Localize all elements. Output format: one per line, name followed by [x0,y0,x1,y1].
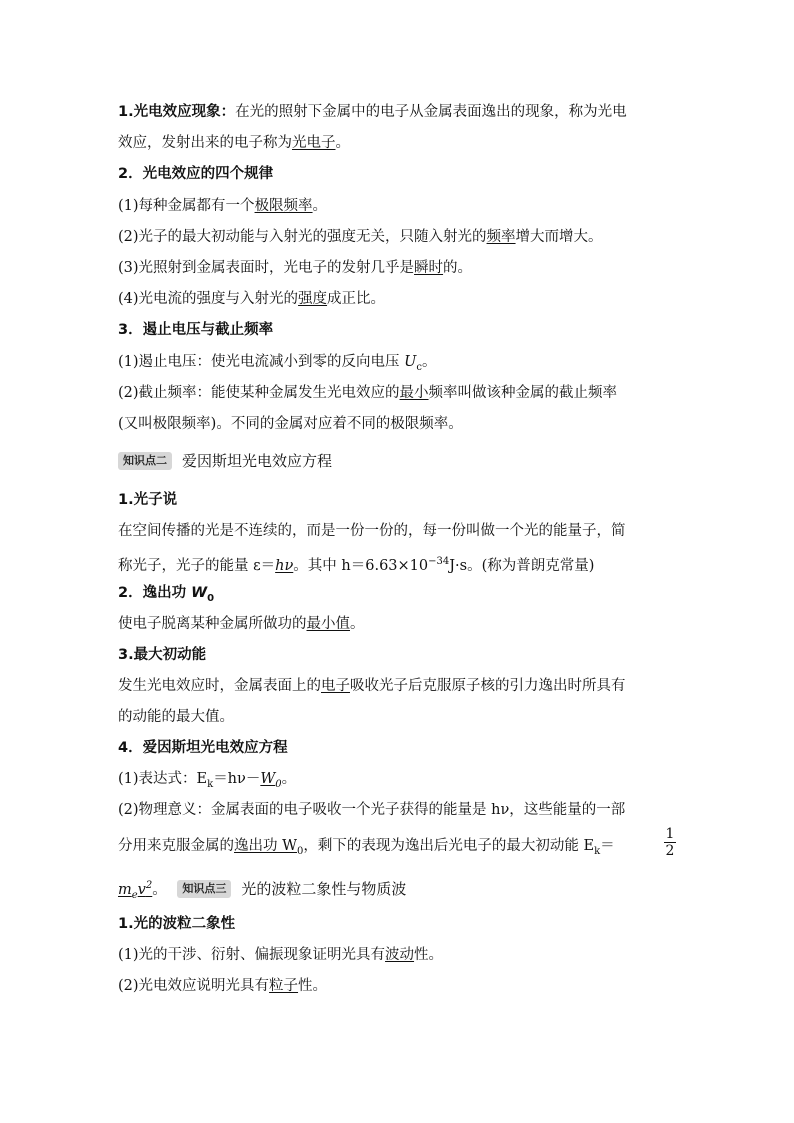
answer-underline: 电子 [321,678,350,694]
photon-theory-text-cont: 称光子，光子的能量 ε＝hν。其中 $h=6.63\times 10^{-34}J\cdot s$。(称为普朗克常量) [118,556,595,574]
answer-underline: 最小值 [306,616,350,632]
wave-particle-heading: 1.光的波粒二象性 [118,916,236,932]
wave-particle-item-2: (2)光电效应说明光具有粒子性。 [118,978,328,994]
law-item-3: (3)光照射到金属表面时，光电子的发射几乎是瞬时的。 [118,260,473,276]
einstein-equation-heading: 4．爱因斯坦光电效应方程 [118,740,288,756]
answer-underline: 波动 [385,947,415,963]
answer-underline: 强度 [298,291,328,307]
law-item-4: (4)光电流的强度与入射光的强度成正比。 [118,291,386,307]
max-kinetic-energy-text: 发生光电效应时，金属表面上的电子吸收光子后克服原子核的引力逸出时所具有 [118,678,626,694]
max-kinetic-energy-text-cont: 的动能的最大值。 [118,709,234,725]
equation-meaning-cont: 分用来克服金属的逸出功 $W_0$，剩下的表现为逸出后光电子的最大初动能 $E_k=$ [118,838,615,857]
knowledge-point-2-heading: 知识点二 爱因斯坦光电效应方程 [118,451,332,472]
answer-underline: 逸出功 $W_0$ [234,838,304,857]
answer-underline: $W_0$ [260,771,282,790]
section-heading-stopping-voltage: 3．遏止电压与截止频率 [118,322,274,338]
cutoff-frequency-item-cont: (又叫极限频率)。不同的金属对应着不同的极限频率。 [118,416,463,432]
photon-theory-text: 在空间传播的光是不连续的，而是一份一份的，每一份叫做一个光的能量子，简 [118,523,626,539]
answer-underline: 瞬时 [414,260,444,276]
answer-underline: 光电子 [292,135,336,151]
equation-expression: (1)表达式：$E_k=h\nu-W_0$。 [118,771,297,790]
answer-underline: 频率 [486,229,516,245]
photon-theory-heading: 1.光子说 [118,492,178,508]
paragraph-photoelectric-phenomenon-cont: 效应，发射出来的电子称为光电子。 [118,135,350,151]
knowledge-point-tag: 知识点三 [177,880,231,898]
law-item-1: (1)每种金属都有一个极限频率。 [118,198,328,214]
answer-underline: 极限频率 [254,198,313,214]
stopping-voltage-item: (1)遏止电压：使光电流减小到零的反向电压 $U_c$。 [118,354,437,373]
answer-underline: 粒子 [269,978,299,994]
section-heading-four-laws: 2．光电效应的四个规律 [118,166,274,182]
paragraph-photoelectric-phenomenon: 1.光电效应现象：在光的照射下金属中的电子从金属表面逸出的现象，称为光电 [118,104,627,120]
law-item-2: (2)光子的最大初动能与入射光的强度无关，只随入射光的频率增大而增大。 [118,229,603,245]
equation-meaning-end-and-kp3: $m_ev^2$。 知识点三 光的波粒二象性与物质波 [118,879,407,901]
work-function-text: 使电子脱离某种金属所做功的最小值。 [118,616,365,632]
fraction-one-half: $\frac{1}{2}$ [665,826,675,859]
answer-underline: 最小 [399,385,429,401]
cutoff-frequency-item: (2)截止频率：能使某种金属发生光电效应的最小频率叫做该种金属的截止频率 [118,385,618,401]
work-function-heading: 2．逸出功 $W_0$ [118,585,215,604]
answer-underline: hν [275,557,294,574]
answer-underline: $m_ev^2$ [118,880,153,901]
equation-meaning: (2)物理意义：金属表面的电子吸收一个光子获得的能量是 hν，这些能量的一部 [118,802,626,818]
max-kinetic-energy-heading: 3.最大初动能 [118,647,207,663]
wave-particle-item-1: (1)光的干涉、衍射、偏振现象证明光具有波动性。 [118,947,444,963]
knowledge-point-tag: 知识点二 [118,452,172,470]
